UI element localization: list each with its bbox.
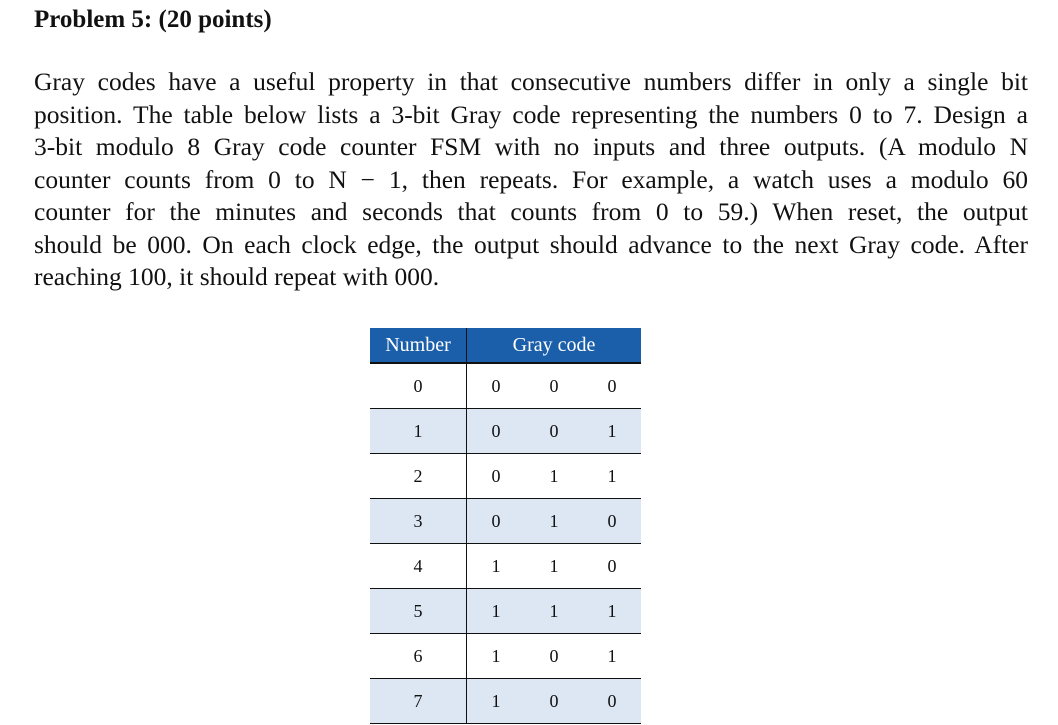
description-line: position. The table below lists a 3-bit Gray code representing the numbers 0 to 7. Design a	[34, 99, 1028, 129]
gray-bit-cell: 1	[467, 589, 526, 634]
problem-title: Problem 5: (20 points)	[34, 6, 272, 33]
description-line: 3-bit modulo 8 Gray code counter FSM with no inputs and three outputs. (A modulo N	[34, 132, 1028, 161]
description-line: Gray codes have a useful property in that consecutive numbers differ in only a single bit	[34, 67, 1028, 96]
number-cell: 5	[370, 589, 467, 634]
table-row	[370, 544, 641, 589]
table-body	[370, 363, 641, 724]
number-cell: 6	[370, 634, 467, 679]
gray-bit-cell: 1	[525, 499, 583, 544]
gray-bit-cell: 0	[583, 499, 641, 544]
description-line: should be 000. On each clock edge, the output should advance to the next Gray code. After	[34, 229, 1028, 259]
gray-bit-cell: 0	[467, 454, 526, 499]
gray-bit-cell: 1	[525, 544, 583, 589]
gray-bit-cell: 0	[467, 363, 526, 409]
gray-bit-cell: 1	[467, 634, 526, 679]
table-row	[370, 454, 641, 499]
description-line: reaching 100, it should repeat with 000.	[34, 262, 440, 291]
gray-bit-cell: 1	[525, 589, 583, 634]
gray-bit-cell: 1	[583, 589, 641, 634]
gray-bit-cell: 0	[583, 679, 641, 724]
header-gray-code: Gray code	[467, 328, 642, 363]
gray-bit-cell: 0	[525, 409, 583, 454]
number-cell: 3	[370, 499, 467, 544]
header-number: Number	[370, 328, 467, 363]
gray-bit-cell: 0	[583, 363, 641, 409]
number-cell: 2	[370, 454, 467, 499]
table-row	[370, 409, 641, 454]
problem-description	[34, 66, 1028, 294]
gray-code-table	[370, 328, 641, 724]
description-line: counter counts from 0 to N − 1, then repeats. For example, a watch uses a modulo 60	[34, 164, 1028, 194]
table-header-row	[370, 328, 641, 363]
gray-bit-cell: 0	[525, 363, 583, 409]
table-row	[370, 499, 641, 544]
description-line: counter for the minutes and seconds that counts from 0 to 59.) When reset, the output	[34, 197, 1028, 226]
gray-bit-cell: 1	[583, 409, 641, 454]
gray-bit-cell: 0	[467, 409, 526, 454]
table-row	[370, 634, 641, 679]
gray-bit-cell: 0	[525, 634, 583, 679]
gray-bit-cell: 1	[583, 634, 641, 679]
table-row	[370, 589, 641, 634]
gray-bit-cell: 1	[467, 679, 526, 724]
number-cell: 0	[370, 363, 467, 409]
gray-bit-cell: 1	[467, 544, 526, 589]
number-cell: 7	[370, 679, 467, 724]
gray-bit-cell: 1	[583, 454, 641, 499]
gray-bit-cell: 0	[525, 679, 583, 724]
table-row	[370, 679, 641, 724]
number-cell: 4	[370, 544, 467, 589]
gray-bit-cell: 0	[467, 499, 526, 544]
gray-bit-cell: 1	[525, 454, 583, 499]
number-cell: 1	[370, 409, 467, 454]
gray-bit-cell: 0	[583, 544, 641, 589]
table-row	[370, 363, 641, 409]
